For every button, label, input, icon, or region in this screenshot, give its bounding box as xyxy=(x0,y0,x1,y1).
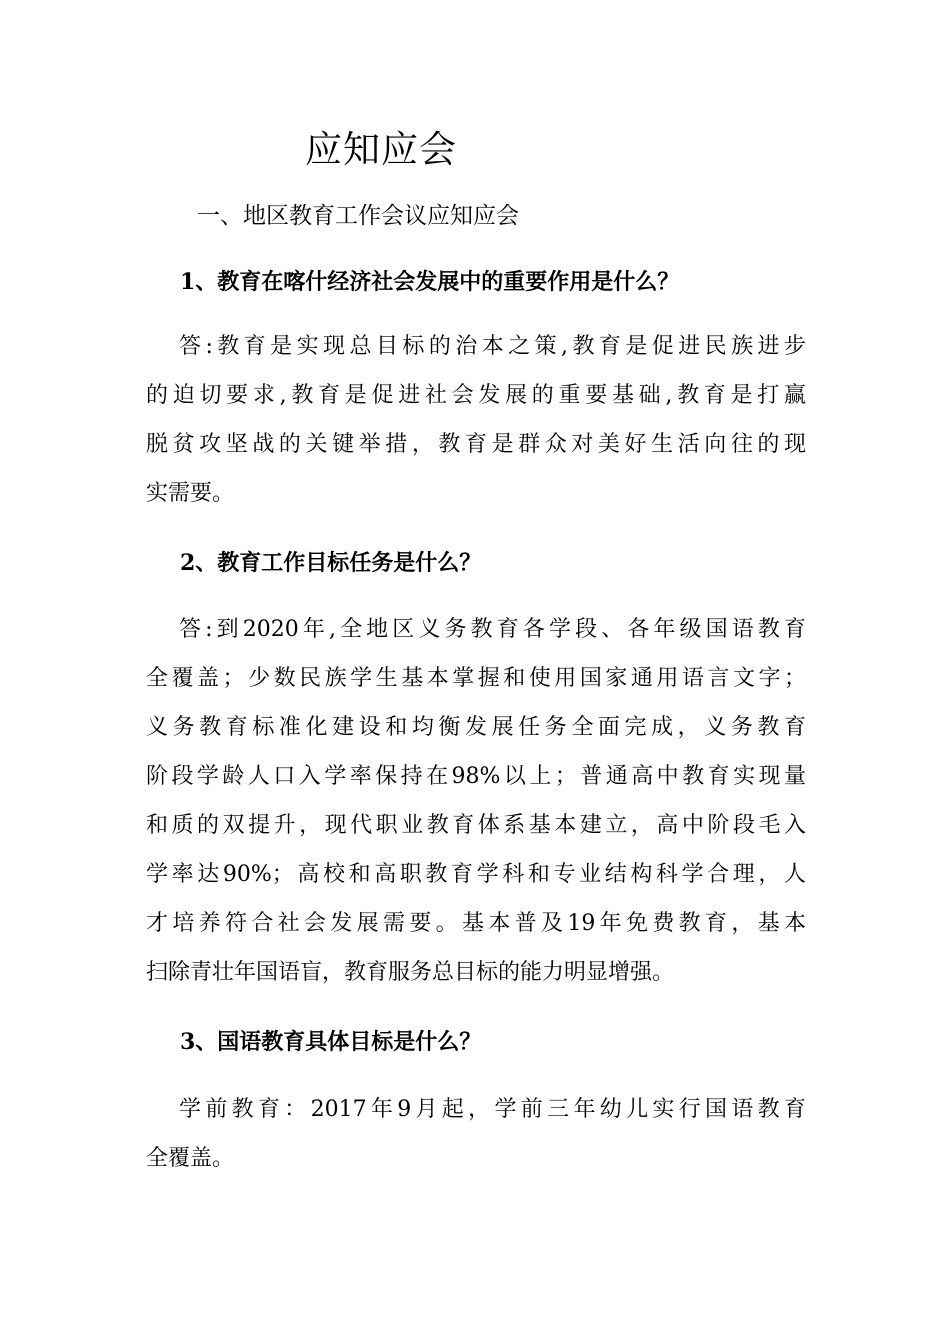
page-title: 应知应会 xyxy=(305,128,457,171)
answer-1-line: 实需要。 xyxy=(146,481,235,506)
answer-1-line: 的迫切要求,教育是促进社会发展的重要基础,教育是打赢 xyxy=(146,383,806,408)
answer-2-line: 扫除青壮年国语盲，教育服务总目标的能力明显增强。 xyxy=(146,960,675,985)
answer-3-line: 学前教育：2017年9月起，学前三年幼儿实行国语教育 xyxy=(179,1097,806,1122)
question-1: 1、教育在喀什经济社会发展中的重要作用是什么？ xyxy=(180,269,680,295)
answer-2-line: 和质的双提升，现代职业教育体系基本建立，高中阶段毛入 xyxy=(146,813,806,838)
answer-1-line: 答:教育是实现总目标的治本之策,教育是促进民族进步 xyxy=(179,334,806,359)
answer-2-line: 才培养符合社会发展需要。基本普及19年免费教育，基本 xyxy=(146,911,806,936)
question-2: 2、教育工作目标任务是什么？ xyxy=(180,550,482,576)
answer-1 xyxy=(146,322,806,518)
answer-2 xyxy=(146,605,806,997)
answer-2-line: 义务教育标准化建设和均衡发展任务全面完成，义务教育 xyxy=(146,715,806,740)
answer-3-line: 全覆盖。 xyxy=(146,1146,235,1171)
answer-2-line: 学率达90%；高校和高职教育学科和专业结构科学合理，人 xyxy=(146,862,806,887)
question-3: 3、国语教育具体目标是什么？ xyxy=(180,1029,482,1055)
answer-3 xyxy=(146,1085,806,1183)
answer-1-line: 脱贫攻坚战的关键举措，教育是群众对美好生活向往的现 xyxy=(146,432,806,457)
answer-2-line: 答:到2020年,全地区义务教育各学段、各年级国语教育 xyxy=(179,617,806,642)
section-heading: 一、地区教育工作会议应知应会 xyxy=(197,203,519,229)
answer-2-line: 阶段学龄人口入学率保持在98%以上；普通高中教育实现量 xyxy=(146,764,806,789)
answer-2-line: 全覆盖；少数民族学生基本掌握和使用国家通用语言文字； xyxy=(146,666,806,691)
